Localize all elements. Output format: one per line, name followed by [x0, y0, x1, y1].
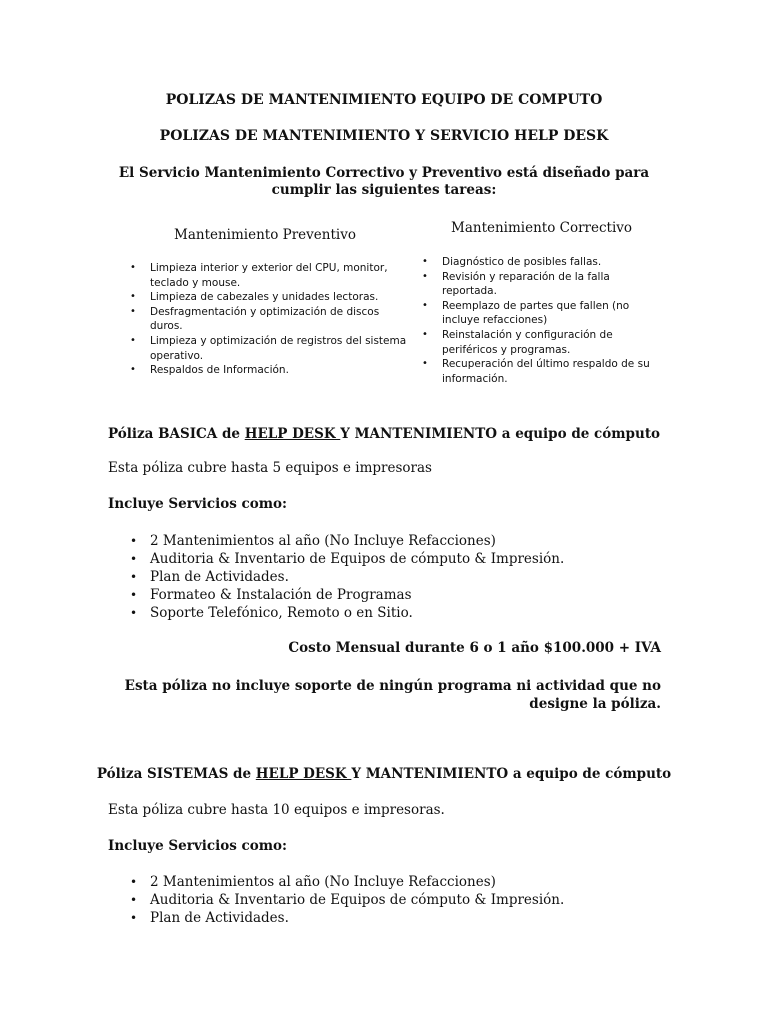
sistemas-title [0, 766, 768, 782]
list-item: • Formateo & Instalación de Programas [126, 586, 686, 604]
sistemas-coverage: Esta póliza cubre hasta 10 equipos e impresoras. [108, 802, 445, 818]
list-item: • Revisión y reparación de la falla reportada. [418, 270, 668, 299]
list-item: • Respaldos de Información. [126, 363, 408, 378]
list-item: • 2 Mantenimientos al año (No Incluye Refacciones) [126, 873, 686, 891]
sistemas-title-suffix: Y MANTENIMIENTO a equipo de cómputo [351, 766, 672, 782]
list-item: • Auditoria & Inventario de Equipos de cómputo & Impresión. [126, 891, 686, 909]
sistemas-title-prefix: Póliza SISTEMAS de [96, 766, 256, 782]
list-item: • Soporte Telefónico, Remoto o en Sitio. [126, 604, 686, 622]
list-item: • Plan de Actividades. [126, 909, 686, 927]
list-item: • Recuperación del último respaldo de su información. [418, 357, 668, 386]
preventivo-heading: Mantenimiento Preventivo [174, 227, 356, 243]
help-desk-label: HELP DESK [255, 766, 352, 782]
list-item: • 2 Mantenimientos al año (No Incluye Refacciones) [126, 532, 686, 550]
list-item: • Reemplazo de partes que fallen (no incluye refacciones) [418, 299, 668, 328]
basica-title-prefix: Póliza BASICA de [107, 426, 245, 442]
list-item: • Auditoria & Inventario de Equipos de cómputo & Impresión. [126, 550, 686, 568]
preventivo-list [126, 261, 408, 378]
basica-title [0, 426, 768, 442]
basica-services-list [126, 532, 686, 622]
help-desk-label: HELP DESK [244, 426, 341, 442]
list-item: • Desfragmentación y optimización de discos duros. [126, 305, 408, 334]
list-item: • Limpieza de cabezales y unidades lectoras. [126, 290, 408, 305]
sistemas-services-list [126, 873, 686, 927]
basica-note: Esta póliza no incluye soporte de ningún programa ni actividad que no designe la póliza. [124, 678, 661, 712]
basica-coverage: Esta póliza cubre hasta 5 equipos e impresoras [108, 460, 432, 476]
document-subtitle: POLIZAS DE MANTENIMIENTO Y SERVICIO HELP DESK [159, 128, 609, 144]
correctivo-heading: Mantenimiento Correctivo [451, 220, 633, 236]
basica-includes-label: Incluye Servicios como: [108, 496, 288, 512]
intro-paragraph: El Servicio Mantenimiento Correctivo y Preventivo está diseñado para cumplir las siguientes tareas: [118, 165, 650, 198]
list-item: • Diagnóstico de posibles fallas. [418, 255, 668, 270]
list-item: • Limpieza y optimización de registros del sistema operativo. [126, 334, 408, 363]
basica-title-suffix: Y MANTENIMIENTO a equipo de cómputo [340, 426, 661, 442]
correctivo-list [418, 255, 668, 386]
list-item: • Reinstalación y configuración de periféricos y programas. [418, 328, 668, 357]
sistemas-includes-label: Incluye Servicios como: [108, 838, 288, 854]
list-item: • Limpieza interior y exterior del CPU, monitor, teclado y mouse. [126, 261, 408, 290]
basica-cost: Costo Mensual durante 6 o 1 año $100.000 + IVA [288, 640, 661, 656]
list-item: • Plan de Actividades. [126, 568, 686, 586]
document-title: POLIZAS DE MANTENIMIENTO EQUIPO DE COMPUTO [165, 92, 603, 108]
